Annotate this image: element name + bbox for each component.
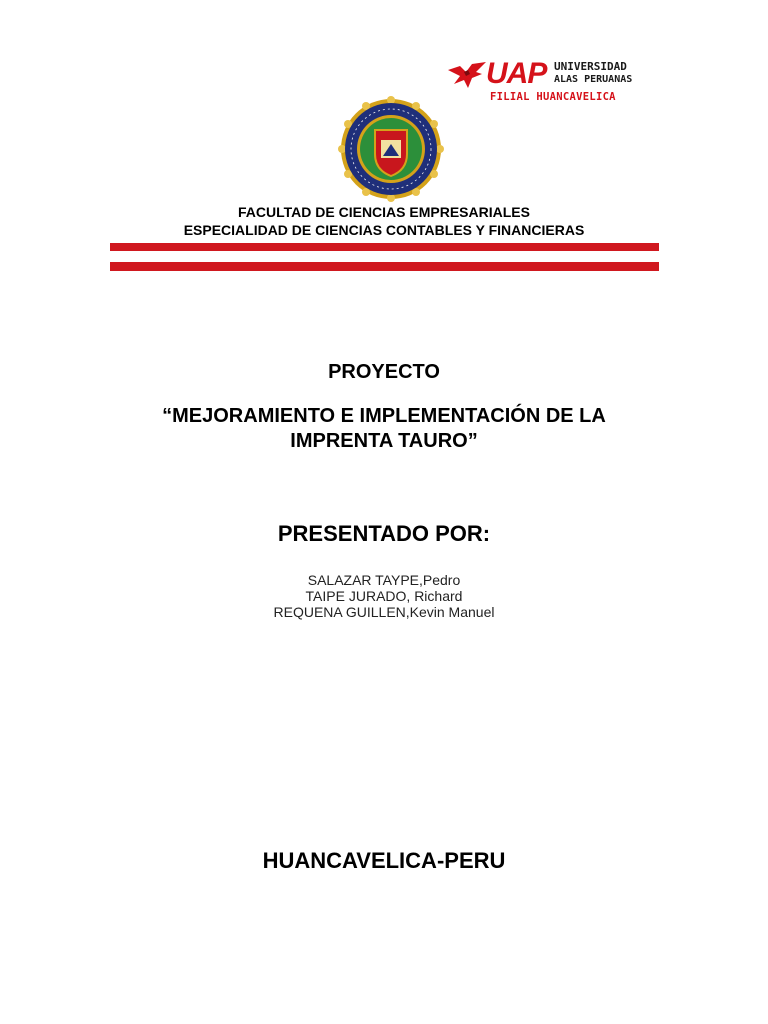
- presenter-name: REQUENA GUILLEN,Kevin Manuel: [273, 604, 495, 620]
- presenter-name: SALAZAR TAYPE,Pedro: [307, 572, 461, 588]
- brand-mark: UAP: [486, 57, 547, 90]
- location: HUANCAVELICA-PERU: [262, 848, 506, 873]
- divider-bar-top: [110, 243, 659, 251]
- presenter-name: TAIPE JURADO, Richard: [305, 588, 463, 604]
- specialty-name: ESPECIALIDAD DE CIENCIAS CONTABLES Y FINANCIERAS: [183, 222, 585, 238]
- presenters-label: PRESENTADO POR:: [277, 521, 491, 546]
- school-seal: [327, 96, 455, 202]
- faculty-name: FACULTAD DE CIENCIAS EMPRESARIALES: [238, 204, 530, 220]
- project-title-line1: “MEJORAMIENTO E IMPLEMENTACIÓN DE LA: [162, 405, 606, 427]
- divider-bar-bottom: [110, 262, 659, 271]
- seal-emblem-icon: [327, 96, 455, 202]
- project-title-line2: IMPRENTA TAURO”: [290, 430, 478, 452]
- condor-icon: [446, 60, 488, 92]
- project-label: PROYECTO: [328, 361, 440, 383]
- university-subname: ALAS PERUANAS: [554, 74, 633, 85]
- filial-name: FILIAL HUANCAVELICA: [490, 91, 616, 103]
- university-name: UNIVERSIDAD: [554, 60, 627, 73]
- university-logo: [446, 58, 660, 104]
